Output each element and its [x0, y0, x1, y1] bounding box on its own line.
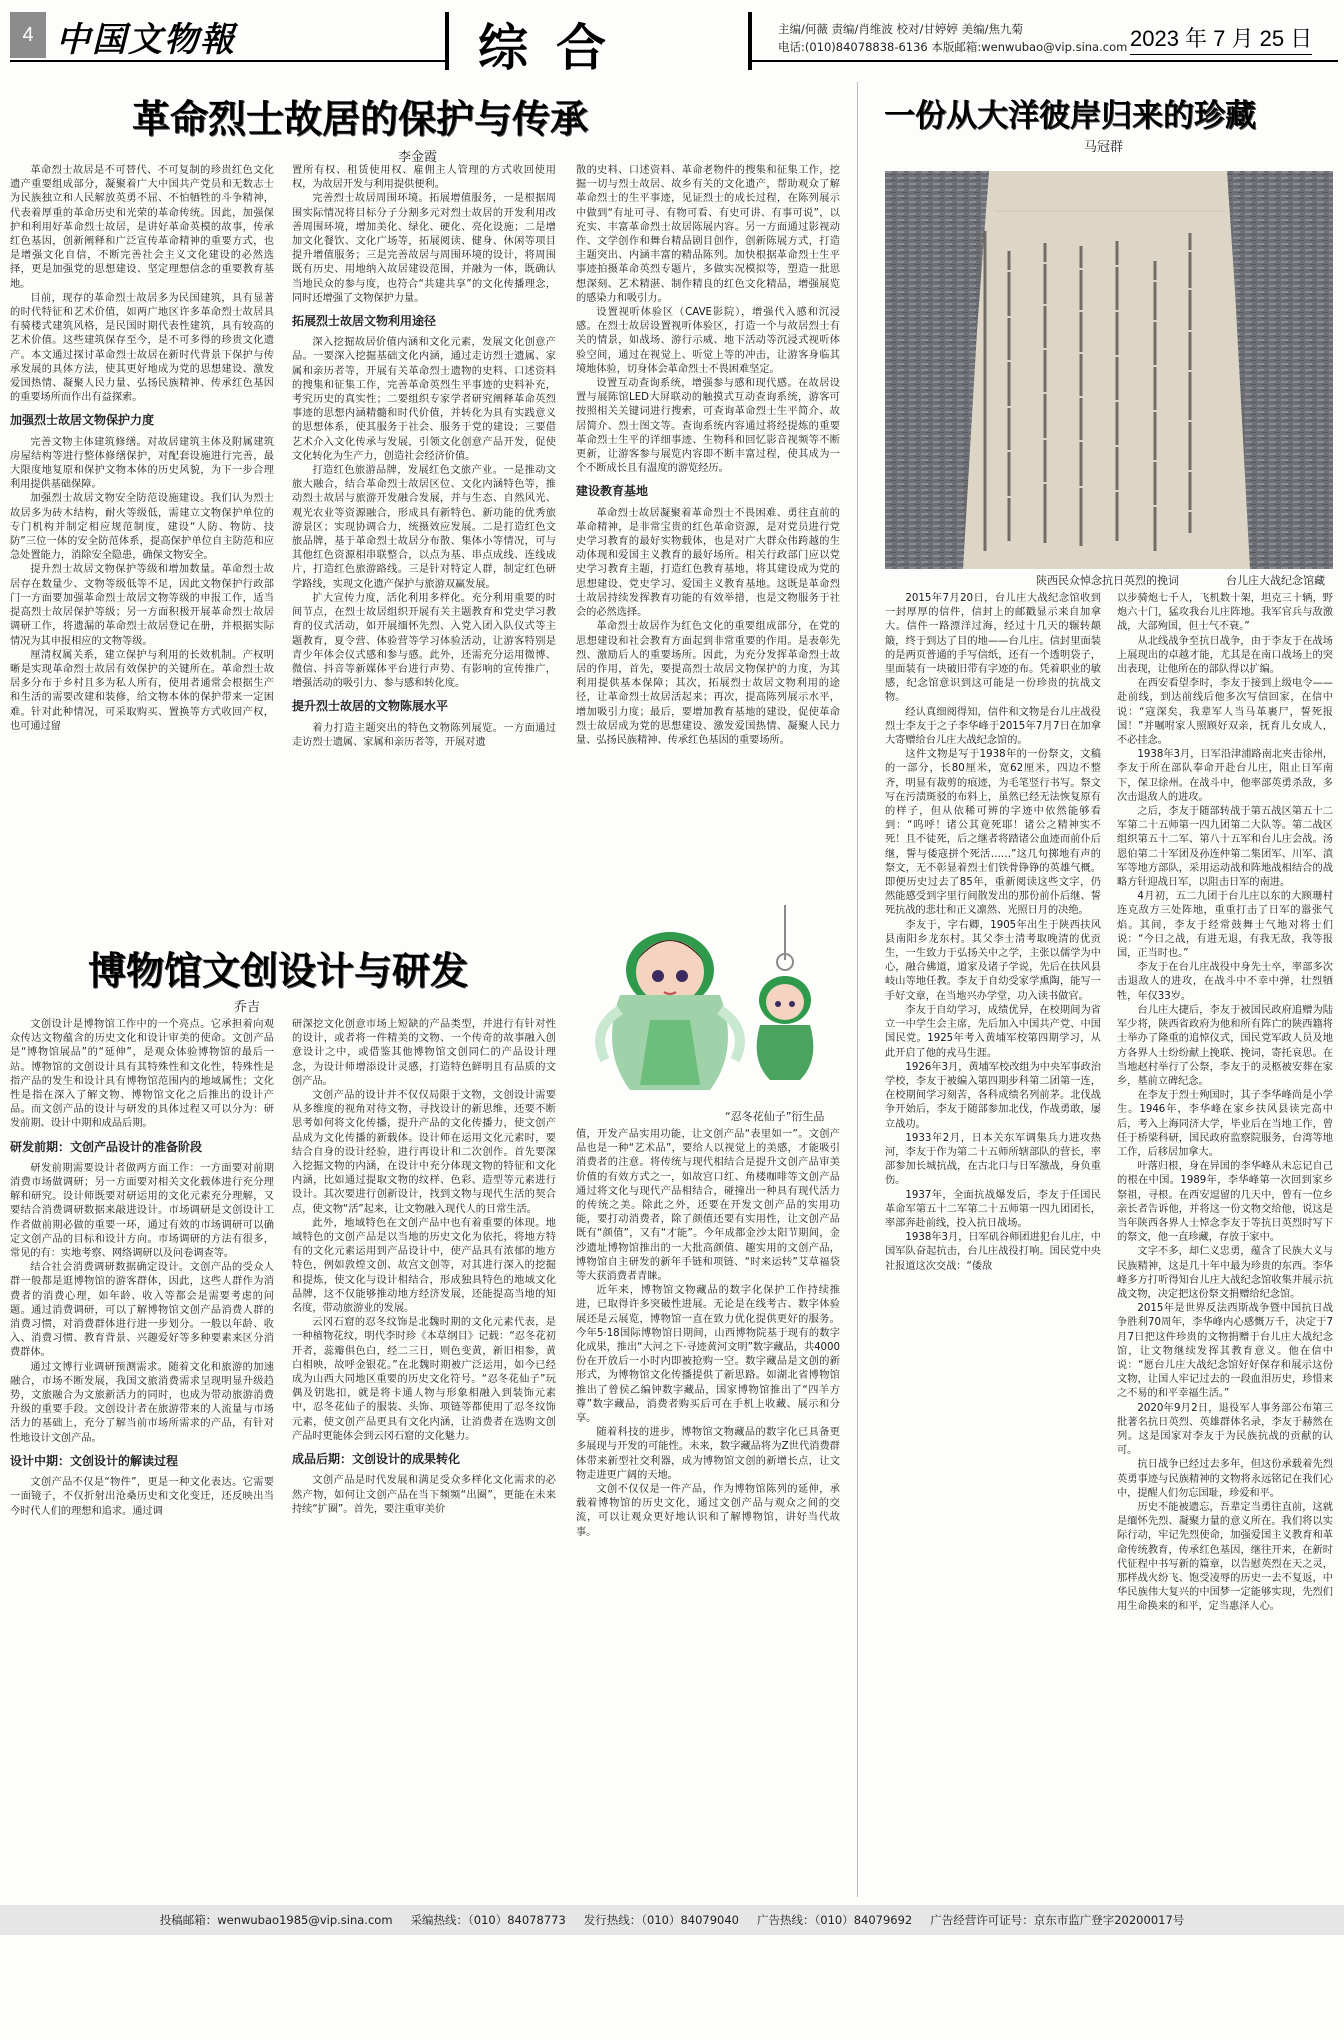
article1-column-3	[576, 164, 840, 890]
paragraph: 目前，现存的革命烈士故居多为民国建筑，具有显著的时代特征和艺术价值，如两广地区许多革命烈士故居具有骑楼式建筑风格，是民国时期代表性建筑，具有较高的艺术价值。这些建筑保存至今，是不可多得的珍贵文化遗产。本文通过探讨革命烈士故居在新时代背景下保护与传承发展的具体方法，使其更好地成为党的思想建设、激发爱国热情、凝聚人民力量、弘扬民族精神、传承红色基因的重要场所而作出有益探索。	[10, 292, 274, 404]
paragraph: 革命烈士故居是不可替代、不可复制的珍贵红色文化遗产重要组成部分，凝聚着广大中国共产党员和无数志士为民族独立和人民解放英勇不屈、不怕牺牲的斗争精神，代表着厚重的革命历史和光荣的革命传统。因此，加强保护和利用好革命烈士故居，是讲好革命英模的故事，传承红色基因，创新阐释和广泛宣传革命精神的重要方式，也是增强文化自信，不断完善社会主义文化建设的必然选择，更是加强党的思想建设、坚定理想信念的重要教育基地。	[10, 165, 274, 290]
paragraph: 1938年3月，日军矶谷师团进犯台儿庄，中国军队奋起抗击，台儿庄战役打响。国民党中央社报道这次交战：“倭敌	[885, 1232, 1101, 1272]
section-title: 综合	[478, 19, 634, 77]
paragraph: 设置互动查询系统，增强参与感和现代感。在故居设置与展陈馆LED大屏联动的触摸式互动查询系统，游客可按照相关关键词进行搜索，可查询革命烈士生平简介、故居简介、烈士图文等。查询系统内容通过将经提炼的重要革命烈士生平的详细事迹、生物科和回忆影音视频等不断更新，让游客参与展览内容即不断丰富过程，使其成为一个不断成长且有温度的游览经历。	[576, 378, 840, 475]
editorial-credits	[778, 20, 1127, 56]
paragraph: 近年来，博物馆文物藏品的数字化保护工作持续推进，已取得许多突破性进展。无论是在线考古、数字体验展还是云展览，博物馆一直在致力优化提供更好的服务。今年5·18国际博物馆日期间，山西博物院基于现有的数字化成果，推出“大河之下·寻迹黄河文明”数字藏品，共4000份在开放后一小时内即被抢购一空。数字藏品是文创的新形式，为博物馆文化传播提供了新思路。如湖北省博物馆推出了曾侯乙编钟数字藏品，国家博物馆推出了“四羊方尊”数字藏品，消费者购买后可在手机上收藏、展示和分享。	[576, 1285, 840, 1425]
issue-date: 2023 年 7 月 25 日	[1130, 22, 1312, 55]
article3-title: 一份从大洋彼岸归来的珍藏	[884, 98, 1256, 134]
article3-column-2	[1117, 592, 1333, 1898]
article1-column-2	[292, 164, 556, 890]
paragraph: 历史不能被遗忘，吾辈定当勇往直前，这就是缅怀先烈、凝聚力量的意义所在。我们将以实际行动，牢记先烈使命，加强爱国主义教育和革命传统教育，传承红色基因，继往开来，在新时代征程中书写新的篇章，以告慰英烈在天之灵，那样战火纷飞、饱受凌辱的历史一去不复返，中华民族伟大复兴的中国梦一定能够实现，先烈们用生命换来的和平，定当惠泽人心。	[1117, 1502, 1333, 1613]
column-divider	[857, 82, 858, 1897]
paragraph: 通过文博行业调研预测需求。随着文化和旅游的加速融合，市场不断发展，我国文旅消费需求呈现明显升级趋势，文旅融合为文旅新活力的同时，也成为带动旅游消费升级的重要手段。文创设计者在旅游带来的人流量与市场活力的基础上，充分了解当前市场所需求的产品，有针对性地设计文创产品。	[10, 1361, 274, 1444]
article3-image-caption-left: 陕西民众悼念抗日英烈的挽词	[1036, 574, 1179, 587]
editors-line: 主编/何薇 责编/肖维波 校对/甘婷婷 美编/焦九菊	[778, 22, 1023, 36]
paragraph: 完善烈士故居周围环境。拓展增值服务，一是根据周围实际情况将目标分子分割多元对烈士故居的开发利用改善周围环境，增加美化、绿化、硬化、亮化设施；二是增加文化餐饮、文化广场等，拓展阅读、健身、休闲等项目提升增值服务；三是完善故居与周围环境的设计，将周围既有历史、用地纳入故居建设范围，并融为一体，既确认当地民众的参与度，也符合“共建共享”的文化传播理念，同时还增强了文物保护力量。	[292, 193, 556, 304]
article1-title: 革命烈士故居的保护与传承	[132, 96, 589, 141]
paragraph: 文创设计是博物馆工作中的一个亮点。它承担着向观众传达文物蕴含的历史文化和设计审美的使命。文创产品是“博物馆展品”的“延伸”，是观众体验博物馆的最后一站。博物馆的文创设计具有其特殊性和文化性，特殊性是指产品的发生和设计具有博物馆范围内的地域属性；文化性是指在深入了解文物、博物馆文化之后推出的设计产品。而文创产品的设计与研发的具体过程又可以分为：研发前期、设计中期和成品后期。	[10, 1019, 274, 1130]
paragraph: 散的史料、口述资料、革命老物件的搜集和征集工作，挖掘一切与烈士故居、故乡有关的文化遗产，帮助观众了解革命烈士的生平事迹，见证烈士的成长过程，在陈列展示中做到“有址可寻、有物可看、有史可讲、有事可说”，以充实、丰富革命烈士故居陈展内容。另一方面通过影视动作、文学创作和舞台精品剧目创作，创新陈展方式，打造主题突出、内涵丰富的精品陈列。加快根据革命烈士生平事迹拍摄革命英烈专题片，多做实况模拟等，塑造一批思想深刻、艺术精湛、制作精良的红色文化精品，增强展览的感染力和吸引力。	[576, 165, 840, 304]
paragraph: 以步骑炮七千人，飞机数十架，坦克三十辆，野炮六十门，猛攻我台儿庄阵地。我军官兵与敌激战，大部殉国，但士气不衰。”	[1117, 593, 1333, 633]
fairy-doll-image	[590, 900, 840, 1105]
article3-photo	[885, 171, 1333, 569]
article2-column-2	[292, 1018, 556, 1898]
paragraph: 革命烈士故居作为红色文化的重要组成部分，在党的思想建设和社会教育方面起到非常重要的作用。是表彰先烈、激励后人的重要场所。因此，为充分发挥革命烈士故居的作用，首先，要提高烈士故居文物保护的力度，为其利用提供基本保障；其次，拓展烈士故居文物利用的途径，让革命烈士故居活起来；再次，提高陈列展示水平，增加吸引力度；最后，要增加教育基地的建设，促使革命烈士故居成为党的思想建设、激发爱国热情、凝聚人民力量、弘扬民族精神、传承红色基因的重要场所。	[576, 621, 840, 746]
paragraph: 在李友于烈士殉国时，其子李华峰尚是小学生。1946年，李华峰在家乡扶风县读完高中后，考入上海同济大学，毕业后在当地工作，曾任于桥梁科研，国民政府监察院服务，台湾等地工作，后移居加拿大。	[1117, 1090, 1333, 1158]
paragraph: 厘清权属关系，建立保护与利用的长效机制。产权明晰是实现革命烈士故居有效保护的关键所在。革命烈士故居多分布于乡村且多为私人所有，使用者通常会根据生产和生活的需要改建和装修，给文物本体的保护带来一定困难。针对此种情况，可采取购买、置换等方式收回产权，也可通过留	[10, 649, 274, 732]
paragraph: 4月初，五二九团于台儿庄以东的大顾珊村连克敌方三处阵地，重重打击了日军的嚣张气焰。其间，李友于经常鼓舞士气地对将士们说：“今日之战，有进无退，有我无敌，我等报国，正当时也。”	[1117, 891, 1333, 960]
masthead-divider	[445, 12, 449, 70]
paragraph: 之后，李友于随部转战于第五战区第五十二军第二十五师第一四九团第二大队等。第二战区组织第五十二军、第八十五军和台儿庄会战。汤恩伯第二十军团及孙连仲第二集团军、川军、滇军等地方部队，采用运动战和阵地战相结合的战略方针迎战日军，以阻击日军的南进。	[1117, 806, 1333, 889]
footer-distribution-hotline: 发行热线：（010）84079040	[583, 1913, 739, 1927]
page-number: 4	[10, 12, 46, 58]
footer-editorial-hotline: 采编热线：（010）84078773	[410, 1913, 566, 1927]
section-subheading: 建设教育基地	[576, 484, 649, 499]
section-subheading: 成品后期：文创设计的成果转化	[292, 1452, 461, 1467]
paragraph: 1933年2月，日本关东军调集兵力进攻热河，李友于作为第二十五师所辖部队的营长，率部参加长城抗战，在古北口与日军激战，身负重伤。	[885, 1132, 1101, 1187]
masthead-rule	[750, 60, 1338, 62]
article2-column-3	[576, 1128, 840, 1898]
paragraph: 完善文物主体建筑修缮。对故居建筑主体及附属建筑房屋结构等进行整体修缮保护，对配套设施进行完善，最大限度地复原和保护文物本体的历史风貌，为下一步合理利用提供基础保障。	[10, 436, 274, 491]
paragraph: 值，开发产品实用功能，让文创产品“表里如一”。文创产品也是一种“艺术品”，要给人以视觉上的美感，才能吸引消费者的注意。将传统与现代相结合是提升文创产品审美价值的有效方式之一，如故宫口红、角楼咖啡等文创产品通过将文化与现代产品相结合，碰撞出一种具有现代活力的传统之美。除此之外，还要在开发文创产品的实用功能，要打动消费者，除了颜值还要有实用性，让文创产品既有“颜值”，又有“才能”。今年成都金沙太阳节期间，金沙遗址博物馆推出的一大批高颜值、趣实用的文创产品，博物馆自主研发的新年手链和项链、“时来运转”艾草福袋等大获消费者青睐。	[576, 1129, 840, 1283]
paragraph: 置所有权、租赁使用权、雇佣主人管理的方式收回使用权，为故居开发与利用提供便利。	[292, 165, 556, 191]
paragraph: 着力打造主题突出的特色文物陈列展览。一方面通过走访烈士遗属、家属和亲历者等，开展对遗	[292, 722, 556, 748]
paragraph: 深入挖掘故居价值内涵和文化元素，发展文化创意产品。一要深入挖掘基础文化内涵，通过走访烈士遗属、家属和亲历者等，开展有关革命烈士遗物的史料、口述资料的搜集和征集工作，完善革命英烈生平事迹的史料补充，考究历史的真实性；二要组织专家学者研究阐释革命英烈事迹的思想内涵精髓和时代价值，并转化为具有实践意义的思想体系，使其服务于社会、服务于党的建设；三要借艺术介入文化传承与发展，引领文化创意产品开发，促使文化转化为生产力，创造社会经济价值。	[292, 337, 556, 462]
article2-image-caption: “忍冬花仙子”衍生品	[725, 1110, 825, 1123]
article3-author: 马冠群	[1084, 140, 1124, 155]
paragraph: 1926年3月，黄埔军校改组为中央军事政治学校，李友于被编入第四期步科第二团第一连，在校期间学习刻苦，各科成绩名列前茅。北伐战争开始后，李友于随部参加北伐，作战勇敢，屡立战功。	[885, 1061, 1101, 1130]
paragraph: 李友于自幼学习，成绩优异，在校期间为省立一中学生会主席，先后加入中国共产党、中国国民党。1925年考入黄埔军校第四期学习，从此开启了他的戎马生涯。	[885, 1004, 1101, 1059]
article2-photo	[590, 900, 840, 1105]
paragraph: 2015年是世界反法西斯战争暨中国抗日战争胜利70周年，李华峰内心感慨万千，决定于7月7日把这件珍贵的文物捐赠于台儿庄大战纪念馆，让文物继续发挥其教育意义。他在信中说：“愿台儿庄大战纪念馆好好保存和展示这份文物，让国人牢记过去的一段血泪历史，珍惜来之不易的和平幸福生活。”	[1117, 1303, 1333, 1400]
paragraph: 在西安看望李时，李友于接到上级电令——赴前线，到达前线后他多次写信回家，在信中说：“寇深矣，我辈军人当马革裹尸，誓死报国！”并嘱咐家人照顾好双亲，抚育儿女成人，不必挂念。	[1117, 678, 1333, 747]
paragraph: 文创产品的设计并不仅仅局限于文物，文创设计需要从多维度的视角对待文物，寻找设计的新思维，还要不断思考如何将文化传播，提升产品的文化传播力，使文创产品成为文化传播的新载体。设计师在运用文化元素时，要结合自身的设计经验，进行再设计和二次创作。首先要深入挖掘文物的内涵，在设计中充分体现文物的特征和文化内涵，比如通过提取文物的纹样、色彩、造型等元素进行设计。其次要进行创新设计，找到文物与现代生活的契合点，使文物“活”起来，让文物融入现代人的日常生活。	[292, 1090, 556, 1215]
paragraph: 革命烈士故居凝聚着革命烈士不畏困难、勇往直前的革命精神，是非常宝贵的红色革命资源，是对党员进行党史学习教育的最好实物载体，也是对广大群众伟跨越的生动体现和爱国主义教育的最好场所。相关行政部门应以党史学习教育主题，打造红色教育基地，将其建设成为党的思想建设、党史学习、爱国主义教育基地。这既是革命烈士故居持续发挥教育功能的有效举措，也是文物服务于社会的必然选择。	[576, 507, 840, 619]
paragraph: 这件文物是写于1938年的一份祭文，文稿的一部分，长80厘米，宽62厘米，四边不整齐，明显有裁剪的痕迹，为毛笔竖行书写。祭文写在污渍斑驳的布料上，虽然已经无法恢复原有的样子，但从依稀可辨的字迹中依然能够看到：“呜呼！诸公其竟死耶！诸公之精神实不死！且不徒死，后之继者将踏诸公血迹而前仆后继，誓与倭寇拼个死活……”这几句掷地有声的祭文，无不彰显着烈士们铁骨铮铮的英雄气概。即便历史过去了85年，重新阅读这些文字，仍然能感受到字里行间散发出的那份前仆后继、誓死抗战的悲壮和正义凛然、光照日月的决绝。	[885, 749, 1101, 917]
paragraph: 1938年3月，日军沿津浦路南北夹击徐州，李友于所在部队奉命开赴台儿庄，阻止日军南下，保卫徐州。在战斗中，他率部英勇杀敌，多次击退敌人的进攻。	[1117, 749, 1333, 803]
contact-line: 电话:(010)84078838-6136 本版邮箱:wenwubao@vip.sina.com	[778, 40, 1128, 54]
masthead-rule	[10, 60, 446, 62]
paragraph: 此外，地域特色在文创产品中也有着重要的体现。地域特色的文创产品是以当地的历史文化为依托，将地方特有的文化元素运用到产品设计中，使产品具有浓郁的地方特色，例如敦煌文创、故宫文创等，对其进行深入的挖掘和提炼，使文化与设计相结合，形成独具特色的地域文化品牌，这不仅能够推动地方经济发展，还能提高当地的知名度，带动旅游业的发展。	[292, 1217, 556, 1315]
footer-ad-hotline: 广告热线：（010）84079692	[757, 1913, 913, 1927]
paragraph: 研发前期需要设计者做两方面工作：一方面要对前期消费市场做调研；另一方面要对相关文化载体进行充分理解和研究。设计师既要对研运用的文化元素充分理解，又要结合消费调研数据来敲进设计。市场调研是文创设计工作者做前期必做的重要一环，通过有效的市场调研可以确定文创产品的目标和设计方向。市场调研的方法有很多，常见的有：实地考察、网络调研以及问卷调查等。	[10, 1162, 274, 1260]
article3-image-caption-right: 台儿庄大战纪念馆藏	[1226, 574, 1325, 587]
footer-submission-email: 投稿邮箱：wenwubao1985@vip.sina.com	[159, 1913, 393, 1927]
paragraph: 1937年，全面抗战爆发后，李友于任国民革命军第五十二军第二十五师第一四九团团长，率部奔赴前线，投入抗日战场。	[885, 1189, 1101, 1229]
paragraph: 加强烈士故居文物安全防范设施建设。我们认为烈士故居多为砖木结构，耐火等级低，需建立文物保护单位的专门机构并制定相应规范制度，建设“人防、物防、技防”三位一体的安全防范体系，提高保护单位自主防范和应急处置能力，消除安全隐患，确保文物安全。	[10, 493, 274, 562]
paragraph: 李友于，字右卿，1905年出生于陕西扶风县南阳乡龙东村。其父李士清考取晚清的优贡生，一生致力于弘扬关中之学，主张以儒学为中心，融合佛道，道家及诸子学说，先后在扶风县岐山等地任教。李友于自幼受家学熏陶，能写一手好文章，在当地兴办学堂，功入读书做官。	[885, 919, 1101, 1002]
article1-column-1	[10, 164, 274, 890]
paragraph: 抗日战争已经过去多年，但这份承载着先烈英勇事迹与民族精神的文物将永远铭记在我们心中，提醒人们勿忘国耻，珍爱和平。	[1117, 1459, 1333, 1499]
section-subheading: 加强烈士故居文物保护力度	[10, 413, 155, 428]
paragraph: 2015年7月20日，台儿庄大战纪念馆收到一封厚厚的信件，信封上的邮戳显示来自加拿大。信件一路漂洋过海，经过十几天的辗转颠簸，终于到达了目的地——台儿庄。信封里面装的是两页普通的手写信纸，还有一个透明袋子，里面装有一块破旧带有字迹的布。凭着职业的敏感，纪念馆意识到这可能是一份珍贵的抗战文物。	[885, 593, 1101, 704]
paragraph: 设置视听体验区（CAVE影院），增强代入感和沉浸感。在烈士故居设置视听体验区，打造一个与故居烈士有关的情景，如战场、游行示威、地下活动等沉浸式视听体验空间，通过在视觉上、听觉上等的冲击，让游客身临其境地体验，切身体会革命烈士不畏困难坚定。	[576, 307, 840, 375]
article2-column-1	[10, 1018, 274, 1898]
article1-author: 李金霞	[398, 150, 438, 165]
paragraph: 结合社会消费调研数据确定设计。文创产品的受众人群一般都是逛博物馆的游客群体，因此，这些人群作为消费者的消费心理，如年龄、收入等都会是需要考虑的问题。通过消费调研，可以了解博物馆文创产品消费人群的消费习惯，对消费群体进行进一步划分。一般以年龄、收入、消费习惯、教育背景、兴趣爱好等多种要素来区分消费群体。	[10, 1262, 274, 1359]
paragraph: 随着科技的进步，博物馆文物藏品的数字化已具备更多展现与开发的可能性。未来，数字藏品将为Z世代消费群体带来新型社交利器，成为博物馆文创的新增长点，让文物走进更广阔的天地。	[576, 1427, 840, 1481]
paragraph: 云冈石窟的忍冬纹饰是北魏时期的文化元素代表，是一种植物花纹，明代李时珍《本草纲目》记载：“忍冬花初开者，蕊瓣俱色白，经二三日，则色变黄，新旧相参，黄白相映，故呼金银花。”在北魏时期被广泛运用，如今已经成为山西大同地区重要的历史文化符号。“忍冬花仙子”玩偶及钥匙扣，就是将卡通人物与形象相融入到装饰元素中，忍冬花仙子的服装、头饰、项链等都使用了忍冬纹饰元素，使文创产品更具有文化内涵，让消费者在选购文创产品时更能体会到云冈石窟的文化魅力。	[292, 1317, 556, 1442]
section-subheading: 设计中期：文创设计的解读过程	[10, 1453, 179, 1468]
section-subheading: 提升烈士故居的文物陈展水平	[292, 699, 449, 714]
paragraph: 文字不多，却仁义忠勇，蕴含了民族大义与民族精神，这是几十年中最为珍贵的东西。李华峰多方打听得知台儿庄大战纪念馆收集并展示抗战文物，决定把这份祭文捐赠给纪念馆。	[1117, 1246, 1333, 1300]
elegy-cloth-image	[885, 171, 1333, 569]
page-footer	[0, 1905, 1344, 1935]
paragraph: 2020年9月2日，退役军人事务部公布第三批著名抗日英烈、英雄群体名录，李友于赫然在列。这是国家对李友于为民族抗战的贡献的认可。	[1117, 1402, 1333, 1457]
paragraph: 提升烈士故居文物保护等级和增加数量。革命烈士故居存在数量少、文物等级低等不足，因此文物保护行政部门一方面要加强革命烈士故居文物等级的申报工作，适当提高烈士故居保护等级；另一方面积极开展革命烈士故居调研工作，将遗漏的革命烈士故居登记在册，并根据实际情况为其申报相应的文物等级。	[10, 564, 274, 647]
article3-column-1	[885, 592, 1101, 1898]
paragraph: 文创产品不仅是“物件”，更是一种文化表达。它需要一面镜子，不仅折射出沧桑历史和文化变迁，还反映出当今时代人们的理想和追求。通过调	[10, 1477, 274, 1517]
paragraph: 叶落归根，身在异国的李华峰从未忘记自己的根在中国。1989年，李华峰第一次回到家乡祭祖，寻根。在西安逗留的几天中，曾有一位乡亲长者告诉他，并将这一份文物交给他，说这是当年陕西各界人士悼念李友于等抗日英烈时写下的祭文，他一直珍藏，存放于家中。	[1117, 1161, 1333, 1244]
paragraph: 经认真细阅得知，信件和文物是台儿庄战役烈士李友于之子李华峰于2015年7月7日在加拿大寄赠给台儿庄大战纪念馆的。	[885, 706, 1101, 747]
paragraph: 从北线战争至抗日战争，由于李友于在战场上展现出的卓越才能，尤其是在南口战场上的突出表现，让他所在的部队得以扩编。	[1117, 635, 1333, 676]
paragraph: 李友于在台儿庄战役中身先士卒，率部多次击退敌人的进攻，在战斗中不幸中弹，壮烈牺牲，年仅33岁。	[1117, 962, 1333, 1002]
paragraph: 打造红色旅游品牌，发展红色文旅产业。一是推动文旅大融合，结合革命烈士故居区位、文化内涵特色等，推动烈士故居与旅游开发融合发展，并与生态、自然风光、观光农业等资源融合，形成具有新特色、新功能的优秀旅游景区；实现协调合力，统摄效应发展。二是打造红色文旅品牌，基于革命烈士故居分布散、集体小等情况，可与其他红色资源相串联整合，以点为基、串点成线、连线成片，打造红色旅游路线。三是针对特定人群，制定红色研学路线，实现文化遗产保护与旅游双赢发展。	[292, 465, 556, 590]
section-subheading: 拓展烈士故居文物利用途径	[292, 314, 437, 329]
article2-author: 乔吉	[234, 1000, 261, 1015]
article2-title: 博物馆文创设计与研发	[88, 948, 469, 993]
section-subheading: 研发前期：文创产品设计的准备阶段	[10, 1139, 203, 1154]
paragraph: 文创不仅仅是一件产品，作为博物馆陈列的延伸，承载着博物馆的历史文化，通过文创产品与观众之间的交流，可以让观众更好地认识和了解博物馆，讲好当代故事。	[576, 1484, 840, 1538]
paragraph: 台儿庄大捷后，李友于被国民政府追赠为陆军少将，陕西省政府为他和所有阵亡的陕西籍将士举办了隆重的追悼仪式，国民党军政人员及地方各界人士纷纷献上挽联、挽词，寄托哀思。在当地赵村举行了公祭，李友于的灵柩被安葬在家乡，墓前立碑纪念。	[1117, 1004, 1333, 1087]
newspaper-logo: 中国文物報	[56, 20, 236, 60]
paragraph: 扩大宣传力度，活化利用多样化。充分利用重要的时间节点，在烈士故居组织开展有关主题教育和党史学习教育的仪式活动，如开展缅怀先烈、入党入团入队仪式等主题教育，夏令营、体验营等学习体验活动，让游客特别是青少年体会仪式感和参与感。此外，还需充分运用微博、微信、抖音等新媒体平台进行声势、有影响的宣传推广，增强活动的吸引力、参与感和转化度。	[292, 592, 556, 690]
footer-ad-license: 广告经营许可证号：京东市监广登字20200017号	[930, 1913, 1185, 1927]
paragraph: 文创产品是时代发展和满足受众多样化文化需求的必然产物，如何让文创产品在当下频频“出圈”，更能在未来持续“扩圈”。首先，要注重审美价	[292, 1475, 556, 1515]
paragraph: 研深挖文化创意市场上短缺的产品类型，并进行有针对性的设计，或者将一件精美的文物、一个传奇的故事融入创意设计之中，或借鉴其他博物馆文创同仁的产品设计理念，为设计师增添设计灵感，打造特色鲜明且有品质的文创产品。	[292, 1019, 556, 1087]
